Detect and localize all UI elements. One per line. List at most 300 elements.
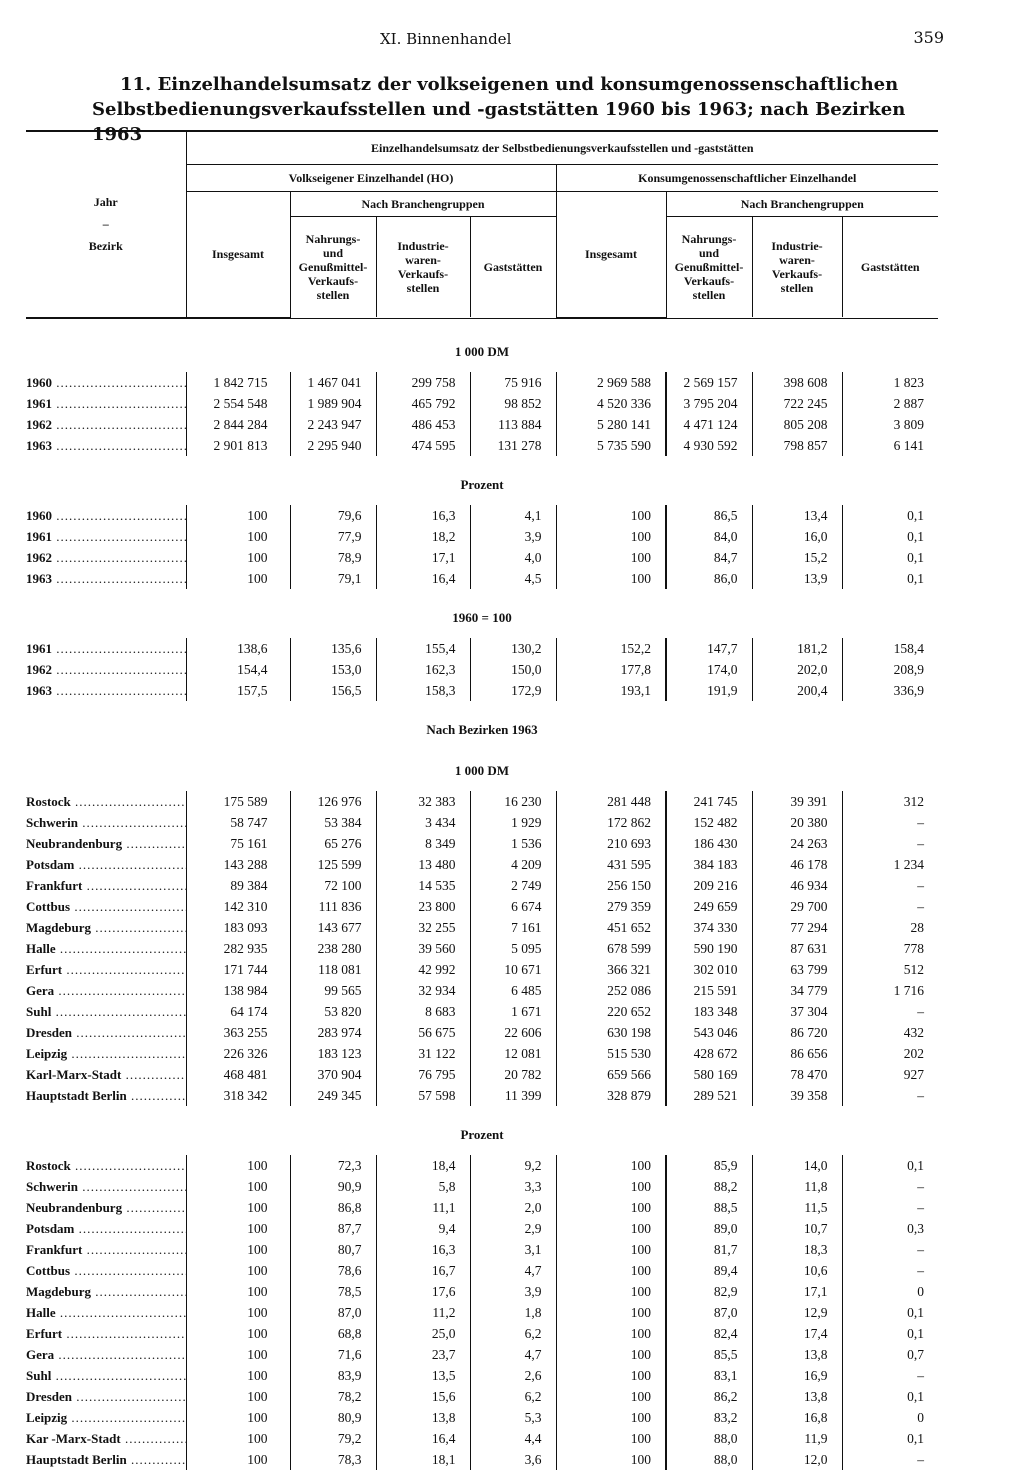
table-cell: 12,9 xyxy=(752,1302,842,1323)
table-cell: 53 820 xyxy=(290,1001,376,1022)
table-row xyxy=(26,896,938,917)
table-cell: 78,6 xyxy=(290,1260,376,1281)
table-cell: 18,3 xyxy=(752,1239,842,1260)
table-cell: 193,1 xyxy=(556,680,666,701)
table-cell: 2 901 813 xyxy=(186,435,290,456)
header-volkseigener-einzelhandel: Volkseigener Einzelhandel (HO) xyxy=(186,165,556,192)
table-cell: 4 209 xyxy=(470,854,556,875)
table-cell: – xyxy=(842,1085,938,1106)
table-cell: 79,2 xyxy=(290,1428,376,1449)
row-label: 1962 ..... xyxy=(26,547,186,568)
table-cell: 6 674 xyxy=(470,896,556,917)
table-cell: 226 326 xyxy=(186,1043,290,1064)
table-row xyxy=(26,1302,938,1323)
table-cell: 183 348 xyxy=(666,1001,752,1022)
header-konsum-branchengruppen: Nach Branchengruppen xyxy=(666,192,938,217)
table-cell: 2 844 284 xyxy=(186,414,290,435)
table-cell: 100 xyxy=(556,1428,666,1449)
table-cell: 1 989 904 xyxy=(290,393,376,414)
table-cell: 1 467 041 xyxy=(290,372,376,393)
table-cell: 172,9 xyxy=(470,680,556,701)
table-cell: 32 255 xyxy=(376,917,470,938)
table-cell: 87,7 xyxy=(290,1218,376,1239)
table-cell: 143 288 xyxy=(186,854,290,875)
table-cell: 83,2 xyxy=(666,1407,752,1428)
table-cell: 153,0 xyxy=(290,659,376,680)
table-cell: 0,1 xyxy=(842,505,938,526)
table-cell: 1 823 xyxy=(842,372,938,393)
table-cell: 4 471 124 xyxy=(666,414,752,435)
table-row xyxy=(26,1043,938,1064)
table-cell: 65 276 xyxy=(290,833,376,854)
table-cell: 158,4 xyxy=(842,638,938,659)
table-cell: 2,6 xyxy=(470,1365,556,1386)
table-cell: 100 xyxy=(556,1260,666,1281)
row-label: Neubrandenburg ..... xyxy=(26,1197,186,1218)
table-row xyxy=(26,854,938,875)
table-cell: 100 xyxy=(186,1281,290,1302)
table-cell: 249 659 xyxy=(666,896,752,917)
table-cell: 678 599 xyxy=(556,938,666,959)
table-cell: 18,4 xyxy=(376,1155,470,1176)
table-cell: 1,8 xyxy=(470,1302,556,1323)
table-cell: 186 430 xyxy=(666,833,752,854)
section-subtitle: 1 000 DM xyxy=(454,762,510,778)
table-cell: 16,3 xyxy=(376,1239,470,1260)
table-cell: 29 700 xyxy=(752,896,842,917)
table-cell: 238 280 xyxy=(290,938,376,959)
table-cell: 100 xyxy=(186,526,290,547)
table-cell: 2 243 947 xyxy=(290,414,376,435)
table-row xyxy=(26,659,938,680)
table-cell: 13 480 xyxy=(376,854,470,875)
row-label: 1960 ..... xyxy=(26,372,186,393)
table-cell: 125 599 xyxy=(290,854,376,875)
header-konsum-nahrung: Nahrungs- und Genußmittel- Verkaufs- stellen xyxy=(666,217,752,318)
table-cell: 23 800 xyxy=(376,896,470,917)
table-cell: 11,8 xyxy=(752,1176,842,1197)
section-title: Prozent xyxy=(460,1126,504,1142)
row-label: Frankfurt ..... xyxy=(26,1239,186,1260)
table-cell: 428 672 xyxy=(666,1043,752,1064)
table-cell: 2 749 xyxy=(470,875,556,896)
table-cell: 46 934 xyxy=(752,875,842,896)
table-row xyxy=(26,1281,938,1302)
table-cell: 79,1 xyxy=(290,568,376,589)
table-row xyxy=(26,1239,938,1260)
table-cell: 162,3 xyxy=(376,659,470,680)
table-cell: 100 xyxy=(556,526,666,547)
table-cell: 100 xyxy=(186,1218,290,1239)
row-label: Cottbus ..... xyxy=(26,896,186,917)
row-label: Halle ..... xyxy=(26,938,186,959)
table-cell: 85,5 xyxy=(666,1344,752,1365)
table-cell: 1 234 xyxy=(842,854,938,875)
table-cell: 158,3 xyxy=(376,680,470,701)
table-cell: 56 675 xyxy=(376,1022,470,1043)
table-cell: 9,4 xyxy=(376,1218,470,1239)
table-cell: 100 xyxy=(186,568,290,589)
table-row xyxy=(26,1428,938,1449)
table-row xyxy=(26,1449,938,1470)
table-cell: 630 198 xyxy=(556,1022,666,1043)
table-cell: 11,5 xyxy=(752,1197,842,1218)
table-cell: 543 046 xyxy=(666,1022,752,1043)
table-row xyxy=(26,875,938,896)
table-cell: 143 677 xyxy=(290,917,376,938)
table-cell: 154,4 xyxy=(186,659,290,680)
table-cell: 6 141 xyxy=(842,435,938,456)
table-cell: 31 122 xyxy=(376,1043,470,1064)
table-row xyxy=(26,568,938,589)
table-cell: 75 161 xyxy=(186,833,290,854)
row-label: Halle ..... xyxy=(26,1302,186,1323)
table-cell: 118 081 xyxy=(290,959,376,980)
table-cell: 4,1 xyxy=(470,505,556,526)
table-cell: 16,8 xyxy=(752,1407,842,1428)
table-cell: 58 747 xyxy=(186,812,290,833)
table-cell: 175 589 xyxy=(186,791,290,812)
table-cell: 299 758 xyxy=(376,372,470,393)
row-label: Magdeburg ..... xyxy=(26,1281,186,1302)
table-cell: 150,0 xyxy=(470,659,556,680)
table-cell: 2 295 940 xyxy=(290,435,376,456)
table-cell: 200,4 xyxy=(752,680,842,701)
table-cell: 11,2 xyxy=(376,1302,470,1323)
table-cell: 156,5 xyxy=(290,680,376,701)
statistics-table xyxy=(26,130,938,1470)
table-cell: 57 598 xyxy=(376,1085,470,1106)
row-label: Suhl ..... xyxy=(26,1001,186,1022)
table-cell: 0,1 xyxy=(842,1386,938,1407)
table-cell: 89 384 xyxy=(186,875,290,896)
table-cell: 0,1 xyxy=(842,1323,938,1344)
header-einzelhandelsumsatz: Einzelhandelsumsatz der Selbstbedienungsverkaufsstellen und -gaststätten xyxy=(186,131,938,165)
table-cell: – xyxy=(842,1001,938,1022)
table-cell: 72 100 xyxy=(290,875,376,896)
table-row xyxy=(26,1064,938,1085)
table-cell: 374 330 xyxy=(666,917,752,938)
table-cell: 13,9 xyxy=(752,568,842,589)
table-cell: 20 380 xyxy=(752,812,842,833)
table-cell: 39 560 xyxy=(376,938,470,959)
table-cell: 100 xyxy=(556,1197,666,1218)
row-label: 1961 ..... xyxy=(26,526,186,547)
table-cell: 17,1 xyxy=(376,547,470,568)
row-label: Gera ..... xyxy=(26,980,186,1001)
table-cell: 23,7 xyxy=(376,1344,470,1365)
table-cell: 0,1 xyxy=(842,1155,938,1176)
table-cell: 13,8 xyxy=(376,1407,470,1428)
table-cell: 659 566 xyxy=(556,1064,666,1085)
header-konsum-insgesamt: Insgesamt xyxy=(556,192,666,318)
table-cell: 126 976 xyxy=(290,791,376,812)
table-cell: 147,7 xyxy=(666,638,752,659)
table-cell: 82,4 xyxy=(666,1323,752,1344)
table-cell: 86,5 xyxy=(666,505,752,526)
table-cell: 63 799 xyxy=(752,959,842,980)
table-cell: 13,4 xyxy=(752,505,842,526)
table-cell: 474 595 xyxy=(376,435,470,456)
table-cell: 215 591 xyxy=(666,980,752,1001)
table-cell: 100 xyxy=(556,1344,666,1365)
table-cell: 100 xyxy=(556,1302,666,1323)
table-cell: 87,0 xyxy=(290,1302,376,1323)
header-ho-insgesamt: Insgesamt xyxy=(186,192,290,318)
table-cell: 16,7 xyxy=(376,1260,470,1281)
table-body xyxy=(26,318,938,1470)
table-row xyxy=(26,414,938,435)
table-cell: 75 916 xyxy=(470,372,556,393)
header-ho-nahrung: Nahrungs- und Genußmittel- Verkaufs- stellen xyxy=(290,217,376,318)
table-cell: 100 xyxy=(186,505,290,526)
table-row xyxy=(26,526,938,547)
table-row xyxy=(26,505,938,526)
table-row xyxy=(26,1407,938,1428)
table-cell: 78,5 xyxy=(290,1281,376,1302)
row-label: Leipzig ..... xyxy=(26,1407,186,1428)
table-cell: 14,0 xyxy=(752,1155,842,1176)
table-cell: 4 520 336 xyxy=(556,393,666,414)
table-cell: 28 xyxy=(842,917,938,938)
row-label: Dresden ..... xyxy=(26,1386,186,1407)
table-cell: 366 321 xyxy=(556,959,666,980)
table-cell: 88,0 xyxy=(666,1428,752,1449)
section-title: Prozent xyxy=(460,476,504,492)
table-cell: 177,8 xyxy=(556,659,666,680)
table-cell: 100 xyxy=(556,547,666,568)
table-cell: – xyxy=(842,896,938,917)
table-cell: 3,9 xyxy=(470,1281,556,1302)
table-cell: 0 xyxy=(842,1281,938,1302)
table-cell: 0,1 xyxy=(842,526,938,547)
table-cell: 7 161 xyxy=(470,917,556,938)
row-label: 1961 ..... xyxy=(26,638,186,659)
table-cell: 86 656 xyxy=(752,1043,842,1064)
table-cell: 84,0 xyxy=(666,526,752,547)
table-cell: 241 745 xyxy=(666,791,752,812)
table-cell: 89,4 xyxy=(666,1260,752,1281)
table-row xyxy=(26,1323,938,1344)
table-cell: 100 xyxy=(186,1239,290,1260)
table-cell: 138,6 xyxy=(186,638,290,659)
table-cell: 39 358 xyxy=(752,1085,842,1106)
row-label: Potsdam ..... xyxy=(26,854,186,875)
table-cell: 77,9 xyxy=(290,526,376,547)
table-cell: 363 255 xyxy=(186,1022,290,1043)
row-label: Dresden ..... xyxy=(26,1022,186,1043)
table-cell: 208,9 xyxy=(842,659,938,680)
table-cell: 3,6 xyxy=(470,1449,556,1470)
table-cell: 100 xyxy=(186,1407,290,1428)
table-cell: 8 349 xyxy=(376,833,470,854)
table-cell: 580 169 xyxy=(666,1064,752,1085)
table-cell: 135,6 xyxy=(290,638,376,659)
table-cell: 80,7 xyxy=(290,1239,376,1260)
table-cell: 3 795 204 xyxy=(666,393,752,414)
table-cell: 78,2 xyxy=(290,1386,376,1407)
table-cell: 0,3 xyxy=(842,1218,938,1239)
table-cell: 1 842 715 xyxy=(186,372,290,393)
table-cell: 90,9 xyxy=(290,1176,376,1197)
table-cell: 100 xyxy=(186,1365,290,1386)
table-cell: 2 554 548 xyxy=(186,393,290,414)
table-cell: 39 391 xyxy=(752,791,842,812)
table-cell: 100 xyxy=(556,1155,666,1176)
table-cell: 468 481 xyxy=(186,1064,290,1085)
table-cell: 89,0 xyxy=(666,1218,752,1239)
row-label: 1961 ..... xyxy=(26,393,186,414)
header-ho-gaststaetten: Gaststätten xyxy=(470,217,556,318)
table-cell: 6 485 xyxy=(470,980,556,1001)
row-label: Rostock ..... xyxy=(26,1155,186,1176)
table-row xyxy=(26,435,938,456)
table-cell: 100 xyxy=(186,1155,290,1176)
table-cell: 590 190 xyxy=(666,938,752,959)
table-cell: 14 535 xyxy=(376,875,470,896)
table-row xyxy=(26,980,938,1001)
table-cell: 220 652 xyxy=(556,1001,666,1022)
row-label: 1963 ..... xyxy=(26,680,186,701)
table-cell: 152 482 xyxy=(666,812,752,833)
table-cell: 100 xyxy=(186,1386,290,1407)
table-cell: 100 xyxy=(556,1449,666,1470)
table-cell: 98 852 xyxy=(470,393,556,414)
table-cell: 370 904 xyxy=(290,1064,376,1085)
table-cell: 17,1 xyxy=(752,1281,842,1302)
table-cell: – xyxy=(842,812,938,833)
table-cell: – xyxy=(842,1239,938,1260)
table-cell: 202 xyxy=(842,1043,938,1064)
table-cell: 3,9 xyxy=(470,526,556,547)
row-label: Rostock ..... xyxy=(26,791,186,812)
table-cell: 130,2 xyxy=(470,638,556,659)
table-cell: 778 xyxy=(842,938,938,959)
header-konsumgenossenschaftlicher-einzelhandel: Konsumgenossenschaftlicher Einzelhandel xyxy=(556,165,938,192)
table-cell: 64 174 xyxy=(186,1001,290,1022)
table-cell: 16 230 xyxy=(470,791,556,812)
table-cell: 100 xyxy=(556,1407,666,1428)
table-cell: 11,9 xyxy=(752,1428,842,1449)
row-label: 1962 ..... xyxy=(26,414,186,435)
row-label: Frankfurt ..... xyxy=(26,875,186,896)
table-cell: – xyxy=(842,833,938,854)
table-cell: 8 683 xyxy=(376,1001,470,1022)
table-cell: 155,4 xyxy=(376,638,470,659)
table-cell: 5 735 590 xyxy=(556,435,666,456)
table-cell: 3 809 xyxy=(842,414,938,435)
table-cell: 16,4 xyxy=(376,568,470,589)
table-cell: 281 448 xyxy=(556,791,666,812)
table-cell: 183 123 xyxy=(290,1043,376,1064)
table-cell: 174,0 xyxy=(666,659,752,680)
table-cell: – xyxy=(842,1260,938,1281)
row-label: Hauptstadt Berlin ..... xyxy=(26,1449,186,1470)
table-cell: 398 608 xyxy=(752,372,842,393)
table-cell: 3,3 xyxy=(470,1176,556,1197)
table-cell: 3 434 xyxy=(376,812,470,833)
table-cell: 15,2 xyxy=(752,547,842,568)
row-label: Cottbus ..... xyxy=(26,1260,186,1281)
table-cell: 71,6 xyxy=(290,1344,376,1365)
table-row xyxy=(26,917,938,938)
table-row xyxy=(26,547,938,568)
table-cell: 16,4 xyxy=(376,1428,470,1449)
table-cell: 0,1 xyxy=(842,568,938,589)
table-cell: 2 969 588 xyxy=(556,372,666,393)
row-label: Erfurt ..... xyxy=(26,959,186,980)
table-cell: 4,5 xyxy=(470,568,556,589)
table-cell: 1 716 xyxy=(842,980,938,1001)
table-cell: 181,2 xyxy=(752,638,842,659)
table-cell: 100 xyxy=(556,1176,666,1197)
table-cell: 87,0 xyxy=(666,1302,752,1323)
table-cell: 100 xyxy=(186,1302,290,1323)
table-row xyxy=(26,1155,938,1176)
table-cell: 4 930 592 xyxy=(666,435,752,456)
row-label: Kar -Marx-Stadt ..... xyxy=(26,1428,186,1449)
table-cell: 68,8 xyxy=(290,1323,376,1344)
row-label: Schwerin ..... xyxy=(26,812,186,833)
table-title-line-1: 11. Einzelhandelsumsatz der volkseigenen und konsumgenossenschaftlichen xyxy=(120,74,899,95)
table-cell: 18,2 xyxy=(376,526,470,547)
row-label: 1962 ..... xyxy=(26,659,186,680)
table-cell: 210 693 xyxy=(556,833,666,854)
table-row xyxy=(26,680,938,701)
table-cell: 3,1 xyxy=(470,1239,556,1260)
table-cell: 81,7 xyxy=(666,1239,752,1260)
table-cell: 84,7 xyxy=(666,547,752,568)
table-cell: 12,0 xyxy=(752,1449,842,1470)
table-cell: 0 xyxy=(842,1407,938,1428)
table-cell: 2,0 xyxy=(470,1197,556,1218)
table-cell: 86,0 xyxy=(666,568,752,589)
table-cell: 87 631 xyxy=(752,938,842,959)
table-cell: 289 521 xyxy=(666,1085,752,1106)
table-cell: 10,6 xyxy=(752,1260,842,1281)
table-cell: – xyxy=(842,1449,938,1470)
table-cell: 11,1 xyxy=(376,1197,470,1218)
table-cell: 279 359 xyxy=(556,896,666,917)
row-label: Suhl ..... xyxy=(26,1365,186,1386)
table-cell: 100 xyxy=(556,1365,666,1386)
table-row xyxy=(26,1365,938,1386)
table-cell: 86 720 xyxy=(752,1022,842,1043)
table-row xyxy=(26,938,938,959)
table-cell: 209 216 xyxy=(666,875,752,896)
table-cell: 249 345 xyxy=(290,1085,376,1106)
table-cell: 1 671 xyxy=(470,1001,556,1022)
table-cell: 72,3 xyxy=(290,1155,376,1176)
table-cell: 0,1 xyxy=(842,1428,938,1449)
table-cell: 13,5 xyxy=(376,1365,470,1386)
table-row xyxy=(26,1197,938,1218)
table-cell: 100 xyxy=(186,1260,290,1281)
table-cell: 22 606 xyxy=(470,1022,556,1043)
header-jahr-bezirk: Jahr – Bezirk xyxy=(26,131,186,317)
table-cell: 336,9 xyxy=(842,680,938,701)
table-cell: 77 294 xyxy=(752,917,842,938)
table-cell: – xyxy=(842,1365,938,1386)
table-cell: 88,2 xyxy=(666,1176,752,1197)
table-cell: 6,2 xyxy=(470,1386,556,1407)
table-cell: 100 xyxy=(556,1386,666,1407)
table-cell: 1 536 xyxy=(470,833,556,854)
table-cell: 328 879 xyxy=(556,1085,666,1106)
row-label: 1960 ..... xyxy=(26,505,186,526)
table-cell: 1 929 xyxy=(470,812,556,833)
table-cell: 10 671 xyxy=(470,959,556,980)
